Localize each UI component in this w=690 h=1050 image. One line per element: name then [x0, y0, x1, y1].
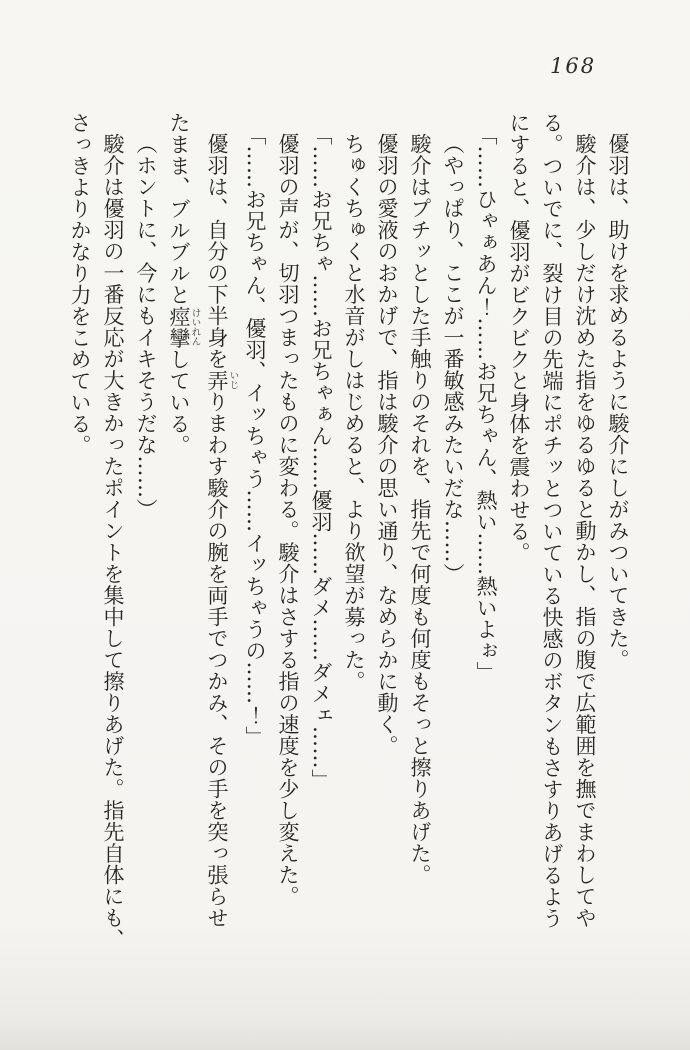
text-line: 優羽は、助けを求めるように駿介にしがみついてきた。 — [606, 133, 630, 671]
text-line: （やっぱり、ここが一番敏感みたいだな……） — [441, 133, 465, 585]
text-line: 駿介はプチッとした手触りのそれを、指先で何度も何度もそっと擦りあげた。 — [408, 133, 432, 886]
text-line: たまま、ブルブルと痙攣けいれんしている。 — [167, 112, 201, 456]
text-line: さっきよりかなり力をこめている。 — [68, 112, 92, 456]
page-number: 168 — [550, 54, 597, 78]
ruby-annotated-word: 痙攣けいれん — [167, 305, 201, 349]
text-line: （ホントに、今にもイキそうだな……） — [134, 133, 158, 520]
text-line: 駿介は、少しだけ沈めた指をゆるゆると動かし、指の腹で広範囲を撫でまわしてや — [573, 133, 597, 929]
text-line: 優羽の愛液のおかげで、指は駿介の思い通り、なめらかに動く。 — [375, 133, 399, 757]
text-columns — [63, 112, 634, 972]
text-line: にすると、優羽がビクビクと身体を震わせる。 — [507, 112, 531, 564]
ruby-annotated-word: 弄いじ — [205, 369, 239, 391]
text-line: 駿介は優羽の一番反応が大きかったポイントを集中して擦りあげた。指先自体にも、 — [101, 133, 125, 950]
text-line: る。ついでに、裂け目の先端にポチッとついている快感のボタンもさすりあげるよう — [540, 112, 564, 929]
text-line: 「……お兄ちゃ……お兄ちゃぁん……優羽……ダメ……ダメェ……」 — [309, 123, 333, 791]
text-line: ちゅくちゅくと水音がしはじめると、より欲望が募った。 — [342, 133, 366, 692]
text-line: 「……ひゃぁあん！……お兄ちゃん、熱い……熱いよぉ」 — [474, 123, 498, 683]
text-line: 優羽は、自分の下半身を弄いじりまわす駿介の腕を両手でつかみ、その手を突っ張らせ — [205, 133, 239, 929]
text-line: 優羽の声が、切羽つまったものに変わる。駿介はさする指の速度を少し変えた。 — [276, 133, 300, 907]
text-line: 「……お兄ちゃん、優羽、イッちゃう……イッちゃうの……！」 — [243, 123, 267, 748]
